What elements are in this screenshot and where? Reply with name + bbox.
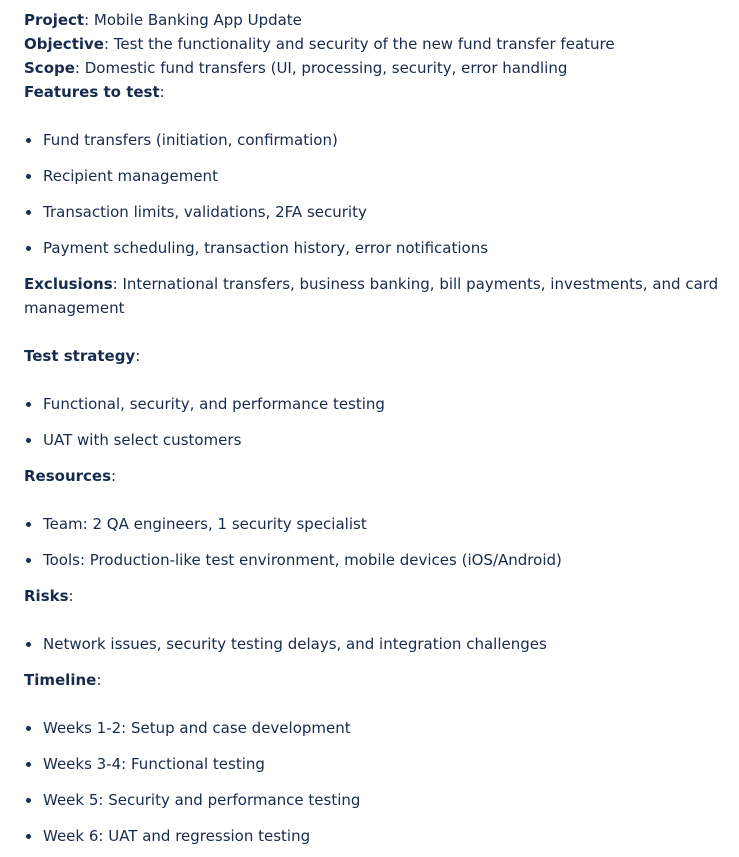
- resources-list: [24, 512, 724, 572]
- project-value: : Mobile Banking App Update: [84, 11, 302, 29]
- strategy-heading: [24, 344, 724, 368]
- list-item: Team: 2 QA engineers, 1 security specialist: [24, 512, 724, 536]
- spacer: [24, 368, 724, 392]
- list-item: Weeks 3-4: Functional testing: [24, 752, 724, 776]
- scope-value: : Domestic fund transfers (UI, processing, security, error handling: [74, 59, 568, 77]
- list-item: Fund transfers (initiation, confirmation): [24, 128, 724, 152]
- timeline-label: Timeline: [24, 671, 97, 689]
- exclusions-paragraph: [24, 272, 724, 320]
- spacer: [24, 104, 724, 128]
- features-heading: [24, 80, 724, 104]
- list-item: Week 5: Security and performance testing: [24, 788, 724, 812]
- strategy-list: [24, 392, 724, 452]
- resources-heading: [24, 464, 724, 488]
- project-line: [24, 8, 724, 32]
- risks-list: [24, 632, 724, 656]
- features-label: Features to test: [24, 83, 160, 101]
- risks-heading: [24, 584, 724, 608]
- list-item: Tools: Production-like test environment, mobile devices (iOS/Android): [24, 548, 724, 572]
- list-item: Week 6: UAT and regression testing: [24, 824, 724, 848]
- project-label: Project: [24, 11, 85, 29]
- exclusions-label: Exclusions: [24, 275, 113, 293]
- list-item: Payment scheduling, transaction history, error notifications: [24, 236, 724, 260]
- list-item: Functional, security, and performance testing: [24, 392, 724, 416]
- objective-line: [24, 32, 724, 56]
- strategy-label: Test strategy: [24, 347, 136, 365]
- scope-label: Scope: [24, 59, 75, 77]
- risks-label: Risks: [24, 587, 69, 605]
- spacer: [24, 488, 724, 512]
- timeline-list: [24, 716, 724, 848]
- features-colon: :: [159, 83, 165, 101]
- list-item: Network issues, security testing delays, and integration challenges: [24, 632, 724, 656]
- list-item: UAT with select customers: [24, 428, 724, 452]
- exclusions-value: : International transfers, business banking, bill payments, investments, and card management: [24, 275, 719, 317]
- strategy-colon: :: [135, 347, 141, 365]
- list-item: Recipient management: [24, 164, 724, 188]
- spacer: [24, 320, 724, 344]
- objective-value: : Test the functionality and security of the new fund transfer feature: [103, 35, 615, 53]
- timeline-heading: [24, 668, 724, 692]
- resources-label: Resources: [24, 467, 112, 485]
- list-item: Transaction limits, validations, 2FA security: [24, 200, 724, 224]
- list-item: Weeks 1-2: Setup and case development: [24, 716, 724, 740]
- risks-colon: :: [68, 587, 74, 605]
- objective-label: Objective: [24, 35, 104, 53]
- resources-colon: :: [111, 467, 117, 485]
- spacer: [24, 692, 724, 716]
- timeline-colon: :: [96, 671, 102, 689]
- scope-line: [24, 56, 724, 80]
- features-list: [24, 128, 724, 260]
- spacer: [24, 608, 724, 632]
